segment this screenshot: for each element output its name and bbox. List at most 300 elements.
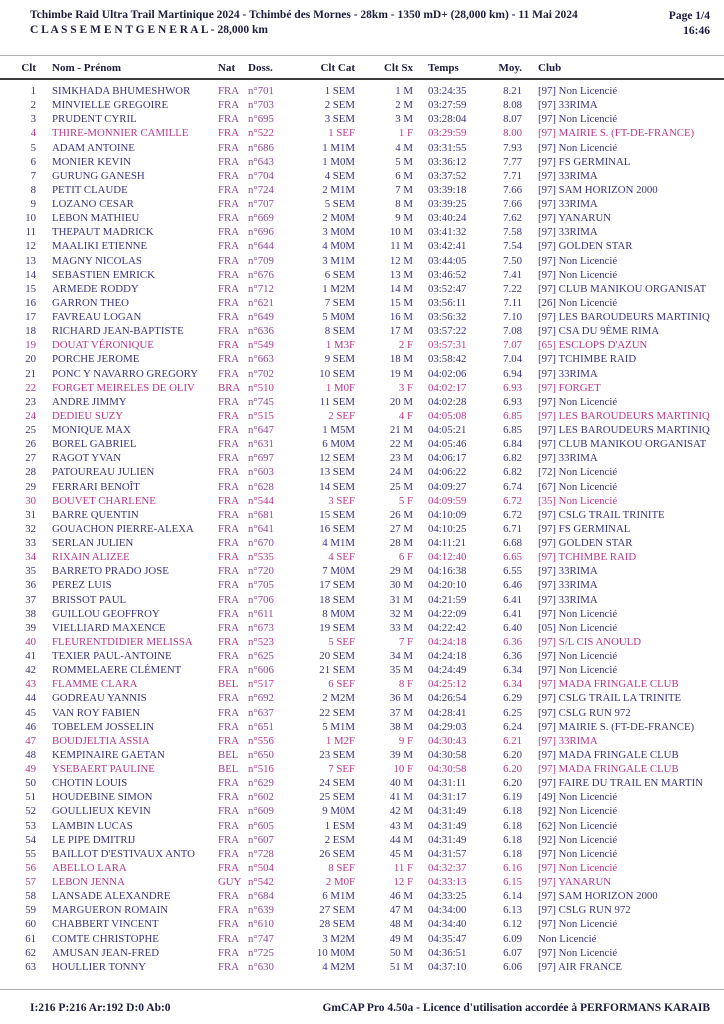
cell-name: BARRE QUENTIN — [52, 508, 139, 521]
cell-name: TOBELEM JOSSELIN — [52, 720, 155, 733]
cell-doss: n°602 — [248, 791, 274, 804]
cell-cltsx: 11 M — [390, 240, 413, 253]
cell-clt: 7 — [30, 169, 36, 182]
cell-clt: 11 — [25, 226, 36, 239]
cell-temps: 04:29:03 — [428, 720, 467, 733]
cell-temps: 03:29:59 — [428, 127, 467, 140]
cell-moy: 6.55 — [503, 565, 522, 578]
cell-moy: 6.72 — [503, 494, 522, 507]
cell-cltsx: 22 M — [389, 438, 413, 451]
cell-cltcat: 2 M1M — [322, 183, 355, 196]
cell-cltsx: 10 F — [393, 763, 413, 775]
cell-name: COMTE CHRISTOPHE — [52, 932, 159, 945]
cell-cltcat: 7 M0M — [322, 565, 355, 578]
cell-temps: 04:30:58 — [428, 763, 467, 775]
cell-doss: n°603 — [248, 466, 274, 479]
cell-temps: 04:22:42 — [428, 621, 467, 634]
cell-cltsx: 35 M — [389, 664, 413, 677]
cell-clt: 54 — [25, 833, 36, 846]
column-header-cltcat: Clt Cat — [320, 62, 355, 74]
cell-nat: FRA — [218, 282, 240, 295]
cell-cltsx: 31 M — [389, 593, 413, 606]
cell-temps: 03:31:55 — [428, 141, 467, 154]
cell-cltcat: 15 SEM — [319, 508, 355, 521]
cell-club: [97] Non Licencié — [538, 650, 618, 662]
cell-temps: 04:06:22 — [428, 466, 467, 479]
cell-temps: 04:24:18 — [428, 650, 467, 662]
table-row — [0, 649, 724, 663]
cell-club: [97] CSA DU 9ÈME RIMA — [538, 325, 660, 338]
cell-doss: n°556 — [248, 734, 274, 747]
cell-temps: 04:31:49 — [428, 833, 467, 846]
cell-club: [97] CSLG TRAIL LA TRINITE — [538, 692, 682, 705]
document-title: Tchimbe Raid Ultra Trail Martinique 2024 - Tchimbé des Mornes - 28km - 1350 mD+ (28,000 km) - 11 Mai 2024 — [30, 9, 578, 21]
cell-clt: 36 — [25, 579, 36, 592]
cell-doss: n°643 — [248, 155, 274, 168]
footer-license: GmCAP Pro 4.50a - Licence d'utilisation accordée à PERFORMANS KARAIB — [322, 1002, 710, 1014]
cell-moy: 6.82 — [503, 466, 522, 479]
cell-doss: n°681 — [248, 508, 274, 521]
cell-cltcat: 1 M5M — [322, 424, 355, 436]
table-row — [0, 564, 724, 578]
cell-moy: 6.16 — [503, 861, 522, 874]
cell-temps: 04:34:40 — [428, 918, 467, 931]
cell-moy: 7.66 — [503, 183, 522, 196]
cell-club: [97] CLUB MANIKOU ORGANISAT — [538, 438, 707, 451]
column-header-name: Nom - Prénom — [52, 62, 122, 74]
cell-club: [97] S/L CIS ANOULD — [538, 635, 642, 648]
cell-clt: 51 — [25, 791, 36, 804]
column-header-doss: Doss. — [248, 62, 273, 74]
cell-nat: FRA — [218, 734, 240, 747]
cell-nat: FRA — [218, 904, 240, 917]
cell-cltcat: 6 M1M — [322, 890, 355, 903]
cell-name: HOULLIER TONNY — [52, 960, 147, 973]
cell-clt: 2 — [30, 99, 36, 112]
cell-clt: 19 — [25, 339, 36, 352]
cell-nat: FRA — [218, 226, 240, 239]
cell-cltsx: 6 F — [398, 551, 413, 564]
cell-cltsx: 38 M — [389, 720, 413, 733]
cell-doss: n°621 — [248, 296, 274, 309]
table-row — [0, 663, 724, 677]
cell-name: DOUAT VÉRONIQUE — [52, 339, 154, 352]
table-row — [0, 437, 724, 451]
cell-doss: n°641 — [248, 522, 274, 535]
cell-doss: n°522 — [248, 127, 274, 140]
table-row — [0, 197, 724, 211]
cell-clt: 15 — [25, 282, 36, 295]
cell-doss: n°707 — [248, 198, 274, 210]
cell-cltcat: 23 SEM — [319, 748, 355, 761]
cell-nat: FRA — [218, 424, 240, 436]
cell-name: BRISSOT PAUL — [52, 593, 127, 606]
cell-cltsx: 14 M — [389, 282, 413, 295]
table-row — [0, 748, 724, 762]
cell-name: MONIER KEVIN — [52, 155, 131, 168]
cell-clt: 33 — [25, 537, 36, 549]
cell-moy: 7.93 — [503, 141, 522, 154]
cell-nat: FRA — [218, 833, 240, 846]
cell-club: [92] Non Licencié — [538, 805, 618, 818]
cell-clt: 44 — [25, 692, 36, 705]
cell-doss: n°701 — [248, 85, 274, 97]
cell-cltsx: 8 M — [395, 198, 413, 210]
cell-doss: n°631 — [248, 438, 274, 451]
cell-clt: 31 — [25, 508, 36, 521]
cell-clt: 50 — [25, 777, 36, 790]
cell-nat: BEL — [218, 678, 239, 691]
cell-name: GURUNG GANESH — [52, 169, 145, 182]
cell-cltsx: 39 M — [389, 748, 413, 761]
cell-nat: FRA — [218, 395, 240, 408]
cell-nat: FRA — [218, 650, 240, 662]
cell-moy: 6.29 — [503, 692, 522, 705]
cell-doss: n°630 — [248, 960, 274, 973]
cell-nat: FRA — [218, 551, 240, 564]
cell-club: [97] SAM HORIZON 2000 — [538, 890, 658, 903]
cell-clt: 62 — [25, 946, 36, 959]
cell-clt: 24 — [25, 409, 36, 422]
cell-doss: n°605 — [248, 819, 274, 832]
cell-cltsx: 2 M — [395, 99, 413, 112]
cell-clt: 3 — [30, 113, 36, 126]
cell-moy: 7.50 — [503, 254, 522, 267]
cell-cltsx: 2 F — [398, 339, 413, 352]
cell-cltsx: 19 M — [389, 367, 413, 380]
cell-moy: 6.07 — [503, 946, 522, 959]
cell-clt: 49 — [25, 763, 36, 775]
table-row — [0, 776, 724, 790]
cell-cltcat: 19 SEM — [319, 621, 355, 634]
cell-nat: FRA — [218, 593, 240, 606]
cell-name: MINVIELLE GREGOIRE — [52, 99, 169, 112]
table-row — [0, 494, 724, 508]
cell-cltsx: 20 M — [389, 395, 413, 408]
cell-moy: 7.08 — [503, 325, 522, 338]
table-row — [0, 155, 724, 169]
cell-clt: 28 — [25, 466, 36, 479]
cell-temps: 04:05:21 — [428, 424, 467, 436]
table-row — [0, 819, 724, 833]
cell-name: CHABBERT VINCENT — [52, 918, 159, 931]
cell-moy: 6.21 — [503, 734, 522, 747]
cell-name: THEPAUT MADRICK — [52, 226, 154, 239]
cell-nat: BRA — [218, 381, 241, 394]
cell-name: ANDRE JIMMY — [52, 395, 127, 408]
cell-club: [97] CSLG RUN 972 — [538, 904, 631, 917]
cell-moy: 6.94 — [503, 367, 522, 380]
cell-clt: 35 — [25, 565, 36, 578]
cell-moy: 6.25 — [503, 706, 522, 719]
cell-name: LOZANO CESAR — [52, 198, 134, 210]
cell-cltcat: 25 SEM — [319, 791, 355, 804]
cell-temps: 03:41:32 — [428, 226, 467, 239]
cell-moy: 6.41 — [503, 607, 522, 620]
cell-clt: 6 — [30, 155, 36, 168]
cell-club: [97] Non Licencié — [538, 254, 618, 267]
cell-doss: n°695 — [248, 113, 274, 126]
cell-temps: 03:24:35 — [428, 85, 467, 97]
table-row — [0, 903, 724, 917]
cell-nat: FRA — [218, 861, 240, 874]
cell-nat: FRA — [218, 311, 240, 323]
cell-doss: n°651 — [248, 720, 274, 733]
cell-clt: 21 — [25, 367, 36, 380]
cell-cltcat: 6 SEF — [328, 678, 355, 691]
cell-doss: n°696 — [248, 226, 274, 239]
cell-name: THIRE-MONNIER CAMILLE — [52, 127, 189, 140]
cell-nat: FRA — [218, 635, 240, 648]
cell-club: [97] Non Licencié — [538, 847, 618, 860]
cell-doss: n°611 — [248, 607, 274, 620]
cell-cltsx: 30 M — [389, 579, 413, 592]
cell-name: GARRON THEO — [52, 296, 129, 309]
table-row — [0, 465, 724, 479]
cell-cltsx: 4 M — [395, 141, 413, 154]
cell-cltsx: 48 M — [389, 918, 413, 931]
cell-nat: FRA — [218, 409, 240, 422]
cell-club: [97] Non Licencié — [538, 141, 618, 154]
cell-doss: n°637 — [248, 706, 274, 719]
cell-doss: n°705 — [248, 579, 274, 592]
cell-doss: n°636 — [248, 325, 274, 338]
cell-club: [97] MADA FRINGALE CLUB — [538, 763, 679, 775]
cell-temps: 03:39:18 — [428, 183, 467, 196]
cell-name: LEBON JENNA — [52, 876, 125, 888]
cell-temps: 03:57:22 — [428, 325, 467, 338]
cell-cltcat: 21 SEM — [319, 664, 355, 677]
cell-clt: 46 — [25, 720, 36, 733]
cell-club: [97] TCHIMBE RAID — [538, 551, 637, 564]
cell-temps: 04:24:49 — [428, 664, 467, 677]
cell-cltcat: 1 M0M — [322, 155, 355, 168]
cell-temps: 04:20:10 — [428, 579, 467, 592]
cell-moy: 6.18 — [503, 833, 522, 846]
cell-cltsx: 47 M — [389, 904, 413, 917]
cell-nat: FRA — [218, 890, 240, 903]
cell-nat: FRA — [218, 183, 240, 196]
cell-temps: 04:28:41 — [428, 706, 467, 719]
cell-club: [35] Non Licencié — [538, 494, 618, 507]
cell-doss: n°697 — [248, 452, 274, 465]
cell-cltsx: 3 F — [398, 381, 413, 394]
cell-nat: FRA — [218, 325, 240, 338]
cell-moy: 6.14 — [503, 890, 522, 903]
cell-nat: FRA — [218, 198, 240, 210]
cell-moy: 6.19 — [503, 791, 522, 804]
cell-clt: 13 — [25, 254, 36, 267]
cell-nat: FRA — [218, 85, 240, 97]
cell-moy: 6.34 — [503, 678, 522, 691]
cell-moy: 6.12 — [503, 918, 522, 931]
cell-nat: FRA — [218, 621, 240, 634]
cell-name: SIMKHADA BHUMESHWOR — [52, 85, 191, 97]
cell-moy: 7.77 — [503, 155, 522, 168]
table-row — [0, 734, 724, 748]
cell-nat: FRA — [218, 791, 240, 804]
cell-doss: n°535 — [248, 551, 274, 564]
cell-nat: FRA — [218, 847, 240, 860]
cell-club: [97] Non Licencié — [538, 85, 618, 97]
cell-temps: 04:31:49 — [428, 819, 467, 832]
cell-moy: 6.85 — [503, 409, 522, 422]
page-info — [661, 9, 710, 39]
table-row — [0, 861, 724, 875]
cell-cltsx: 21 M — [389, 424, 413, 436]
cell-cltcat: 16 SEM — [319, 522, 355, 535]
cell-moy: 8.00 — [503, 127, 522, 140]
cell-cltcat: 2 SEF — [328, 409, 355, 422]
cell-moy: 6.20 — [503, 763, 522, 775]
cell-temps: 04:12:40 — [428, 551, 467, 564]
cell-clt: 45 — [25, 706, 36, 719]
cell-doss: n°663 — [248, 353, 274, 366]
cell-doss: n°607 — [248, 833, 274, 846]
cell-doss: n°724 — [248, 183, 274, 196]
cell-moy: 6.09 — [503, 932, 522, 945]
cell-clt: 43 — [25, 678, 36, 691]
cell-doss: n°747 — [248, 932, 274, 945]
cell-doss: n°704 — [248, 169, 274, 182]
cell-club: [97] YANARUN — [538, 212, 612, 225]
cell-temps: 04:10:25 — [428, 522, 467, 535]
document-footer — [30, 1002, 710, 1014]
cell-cltcat: 7 SEM — [324, 296, 355, 309]
table-row — [0, 352, 724, 366]
cell-nat: FRA — [218, 777, 240, 790]
cell-cltcat: 1 M1M — [322, 141, 355, 154]
cell-cltsx: 42 M — [389, 805, 413, 818]
cell-clt: 8 — [30, 183, 36, 196]
cell-nat: FRA — [218, 438, 240, 451]
cell-cltsx: 24 M — [389, 466, 413, 479]
cell-clt: 17 — [25, 311, 36, 323]
cell-name: RAGOT YVAN — [52, 452, 122, 465]
cell-doss: n°702 — [248, 367, 274, 380]
cell-cltsx: 9 M — [395, 212, 413, 225]
cell-club: [97] 33RIMA — [538, 198, 598, 210]
table-row — [0, 409, 724, 423]
cell-moy: 6.34 — [503, 664, 522, 677]
cell-cltcat: 10 SEM — [319, 367, 355, 380]
footer-stats: I:216 P:216 Ar:192 D:0 Ab:0 — [30, 1002, 171, 1014]
cell-name: BOREL GABRIEL — [52, 438, 137, 451]
cell-nat: BEL — [218, 763, 239, 775]
cell-temps: 04:05:46 — [428, 438, 467, 451]
table-row — [0, 254, 724, 268]
cell-temps: 04:35:47 — [428, 932, 467, 945]
results-table — [0, 84, 724, 974]
cell-name: MAGNY NICOLAS — [52, 254, 142, 267]
cell-doss: n°647 — [248, 424, 274, 436]
cell-cltsx: 4 F — [398, 409, 413, 422]
cell-name: BAILLOT D'ESTIVAUX ANTO — [52, 847, 195, 860]
cell-club: [97] Non Licencié — [538, 946, 618, 959]
cell-temps: 04:09:59 — [428, 494, 467, 507]
cell-doss: n°510 — [248, 381, 274, 394]
cell-nat: FRA — [218, 706, 240, 719]
cell-nat: FRA — [218, 254, 240, 267]
table-row — [0, 268, 724, 282]
cell-club: [49] Non Licencié — [538, 791, 618, 804]
cell-moy: 8.08 — [503, 99, 522, 112]
cell-temps: 03:37:52 — [428, 169, 467, 182]
cell-doss: n°544 — [248, 494, 274, 507]
cell-doss: n°650 — [248, 748, 274, 761]
cell-cltsx: 18 M — [389, 353, 413, 366]
table-row — [0, 550, 724, 564]
cell-doss: n°669 — [248, 212, 274, 225]
cell-name: FLEURENTDIDIER MELISSA — [52, 635, 193, 648]
cell-temps: 04:11:21 — [428, 537, 466, 549]
cell-club: [97] CSLG RUN 972 — [538, 706, 631, 719]
cell-club: [97] Non Licencié — [538, 918, 618, 931]
cell-nat: FRA — [218, 480, 240, 493]
cell-moy: 6.36 — [503, 635, 522, 648]
cell-cltcat: 9 SEM — [324, 353, 355, 366]
cell-temps: 04:30:58 — [428, 748, 467, 761]
cell-cltsx: 23 M — [389, 452, 413, 465]
cell-cltsx: 41 M — [389, 791, 413, 804]
cell-name: VAN ROY FABIEN — [52, 706, 140, 719]
cell-clt: 32 — [25, 522, 36, 535]
table-row — [0, 691, 724, 705]
cell-cltcat: 3 M0M — [322, 226, 355, 239]
cell-club: [67] Non Licencié — [538, 480, 618, 493]
cell-cltsx: 27 M — [389, 522, 413, 535]
cell-cltsx: 26 M — [389, 508, 413, 521]
cell-moy: 7.66 — [503, 198, 522, 210]
header-titles — [30, 9, 578, 36]
cell-temps: 04:31:11 — [428, 777, 466, 790]
table-row — [0, 847, 724, 861]
table-row — [0, 84, 724, 98]
cell-clt: 34 — [25, 551, 36, 564]
cell-cltcat: 7 SEF — [328, 763, 355, 775]
table-row — [0, 932, 724, 946]
cell-name: ARMEDE RODDY — [52, 282, 139, 295]
cell-club: [97] GOLDEN STAR — [538, 537, 633, 549]
cell-cltcat: 4 M2M — [322, 960, 355, 973]
cell-moy: 6.36 — [503, 650, 522, 662]
cell-club: [97] MADA FRINGALE CLUB — [538, 678, 679, 691]
cell-temps: 04:34:00 — [428, 904, 467, 917]
cell-temps: 03:56:11 — [428, 296, 466, 309]
cell-name: BOUDJELTIA ASSIA — [52, 734, 150, 747]
cell-nat: FRA — [218, 692, 240, 705]
cell-club: [97] FAIRE DU TRAIL EN MARTIN — [538, 777, 703, 790]
cell-cltsx: 12 M — [389, 254, 413, 267]
cell-temps: 03:56:32 — [428, 311, 467, 323]
cell-cltcat: 2 SEM — [324, 99, 355, 112]
cell-clt: 12 — [25, 240, 36, 253]
cell-club: [97] 33RIMA — [538, 734, 598, 747]
cell-club: [97] 33RIMA — [538, 565, 598, 578]
table-row — [0, 946, 724, 960]
cell-name: LE PIPE DMITRIJ — [52, 833, 136, 846]
cell-doss: n°629 — [248, 777, 274, 790]
cell-doss: n°720 — [248, 565, 274, 578]
cell-temps: 04:31:49 — [428, 805, 467, 818]
cell-moy: 6.06 — [503, 960, 522, 973]
cell-clt: 63 — [25, 960, 36, 973]
cell-doss: n°542 — [248, 876, 274, 888]
cell-cltcat: 1 SEM — [324, 85, 355, 97]
cell-cltsx: 49 M — [389, 932, 413, 945]
cell-club: [97] 33RIMA — [538, 226, 598, 239]
table-row — [0, 395, 724, 409]
